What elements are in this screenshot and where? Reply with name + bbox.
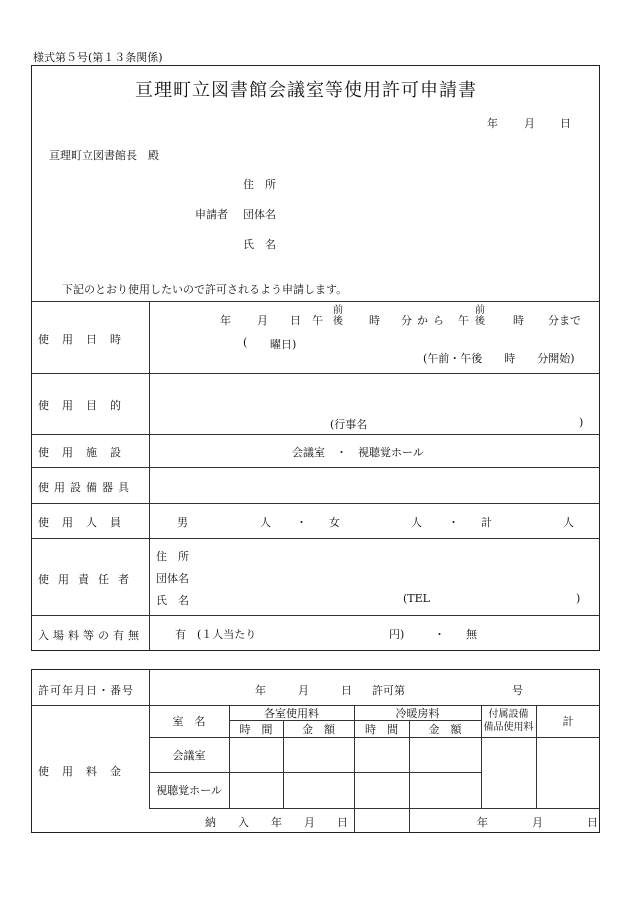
- equipment-label: 使用設備器具: [38, 481, 134, 494]
- dt-ji1: 時: [369, 314, 380, 327]
- row-line: [31, 615, 600, 616]
- manager-address: 住 所: [156, 550, 189, 563]
- dt-year: 年: [220, 314, 231, 327]
- row-line: [31, 434, 600, 435]
- facility-options: 会議室 ・ 視聴覚ホール: [292, 446, 424, 459]
- dt-mae2: 前: [475, 305, 485, 316]
- dt-mae1: 前: [333, 305, 343, 316]
- equip-fee-header-2: 備品使用料: [483, 722, 534, 733]
- form-number: 様式第５号(第１３条関係): [33, 51, 163, 64]
- people-dot2: ・: [448, 516, 459, 529]
- dt-ampm1: [333, 305, 343, 327]
- people-unit1: 人: [260, 516, 271, 529]
- room-time-header: 時 間: [239, 722, 273, 736]
- fee-dot: ・: [434, 628, 445, 641]
- dt-day: 日: [290, 314, 301, 327]
- label-divider: [149, 301, 150, 651]
- equip-fee-header-1: 付属設備: [488, 709, 529, 720]
- manager-tel: (TEL: [403, 592, 430, 605]
- addressee: 亘理町立図書館長 殿: [49, 149, 159, 162]
- row-line: [31, 373, 600, 374]
- event-name-close: ): [579, 416, 584, 429]
- date-day: 日: [560, 117, 571, 130]
- charge-label: 使用料金: [38, 765, 134, 778]
- date-month: 月: [524, 117, 535, 130]
- dt-ato2: 後: [475, 316, 485, 327]
- room-header: 室 名: [172, 715, 206, 728]
- facility-label: 使用施設: [38, 446, 134, 459]
- ac-fee-header: 冷暖房料: [395, 706, 440, 720]
- grid-line: [149, 808, 600, 809]
- permit-month: 月: [298, 684, 309, 697]
- row-line: [31, 301, 600, 302]
- dt-ampm2: [475, 305, 485, 327]
- people-male: 男: [177, 516, 188, 529]
- fee-yes: 有 (１人当たり: [175, 628, 257, 641]
- room2-label: 視聴覚ホール: [156, 784, 222, 797]
- datetime-label: 使用日時: [38, 333, 134, 346]
- room1-label: 会議室: [172, 748, 206, 762]
- event-name-open: (行事名: [330, 418, 368, 431]
- dt-fun-made: 分まで: [548, 314, 581, 327]
- people-total: 計: [481, 516, 492, 529]
- paid-date: 年 月 日: [477, 816, 598, 829]
- room-fee-header: 各室使用料: [264, 706, 319, 720]
- paid-label: 納 入 年 月 日: [205, 816, 348, 829]
- dt-month: 月: [257, 314, 268, 327]
- row-line: [31, 538, 600, 539]
- row-line: [31, 503, 600, 504]
- dt-weekday-open: (: [243, 336, 248, 349]
- dt-fun-kara: 分から: [401, 314, 449, 327]
- dt-weekday: 曜日): [270, 338, 297, 351]
- applicant-address-label: 住 所: [243, 178, 276, 191]
- applicant-label: 申請者: [195, 208, 228, 221]
- people-unit2: 人: [411, 516, 422, 529]
- applicant-name-label: 氏 名: [243, 238, 276, 251]
- people-unit3: 人: [563, 516, 574, 529]
- statement: 下記のとおり使用したいので許可されるよう申請します。: [62, 283, 348, 296]
- ac-time-header: 時 間: [365, 722, 398, 736]
- dt-start-note: (午前・午後 時 分開始): [423, 352, 575, 365]
- dt-ato1: 後: [333, 316, 343, 327]
- permit-day: 日: [341, 684, 352, 697]
- manager-group: 団体名: [156, 572, 189, 585]
- row-line: [31, 467, 600, 468]
- room-amount-header: 金 額: [302, 722, 335, 736]
- manager-label: 使用責任者: [38, 573, 138, 586]
- applicant-group-label: 団体名: [243, 208, 276, 221]
- dt-gozen1: 午: [312, 314, 323, 327]
- equip-fee-header: [481, 708, 536, 734]
- dt-ji2: 時: [513, 314, 524, 327]
- fee-no: 無: [466, 628, 477, 641]
- total-header: 計: [562, 715, 574, 728]
- permit-year: 年: [255, 684, 266, 697]
- fee-label: 入場料等の有無: [38, 629, 143, 642]
- fee-yen: 円): [389, 628, 405, 641]
- people-dot1: ・: [296, 516, 307, 529]
- manager-name: 氏 名: [156, 594, 189, 607]
- people-female: 女: [329, 516, 340, 529]
- dt-gozen2: 午: [458, 314, 469, 327]
- purpose-label: 使用目的: [38, 399, 134, 412]
- permit-label: 許可年月日・番号: [38, 684, 134, 697]
- permit-no: 許可第: [372, 684, 405, 697]
- people-label: 使用人員: [38, 516, 134, 529]
- manager-tel-close: ): [576, 592, 581, 605]
- ac-amount-header: 金 額: [428, 722, 462, 736]
- permit-go: 号: [512, 684, 523, 697]
- form-title: 亘理町立図書館会議室等使用許可申請書: [135, 80, 477, 101]
- date-year: 年: [487, 117, 498, 130]
